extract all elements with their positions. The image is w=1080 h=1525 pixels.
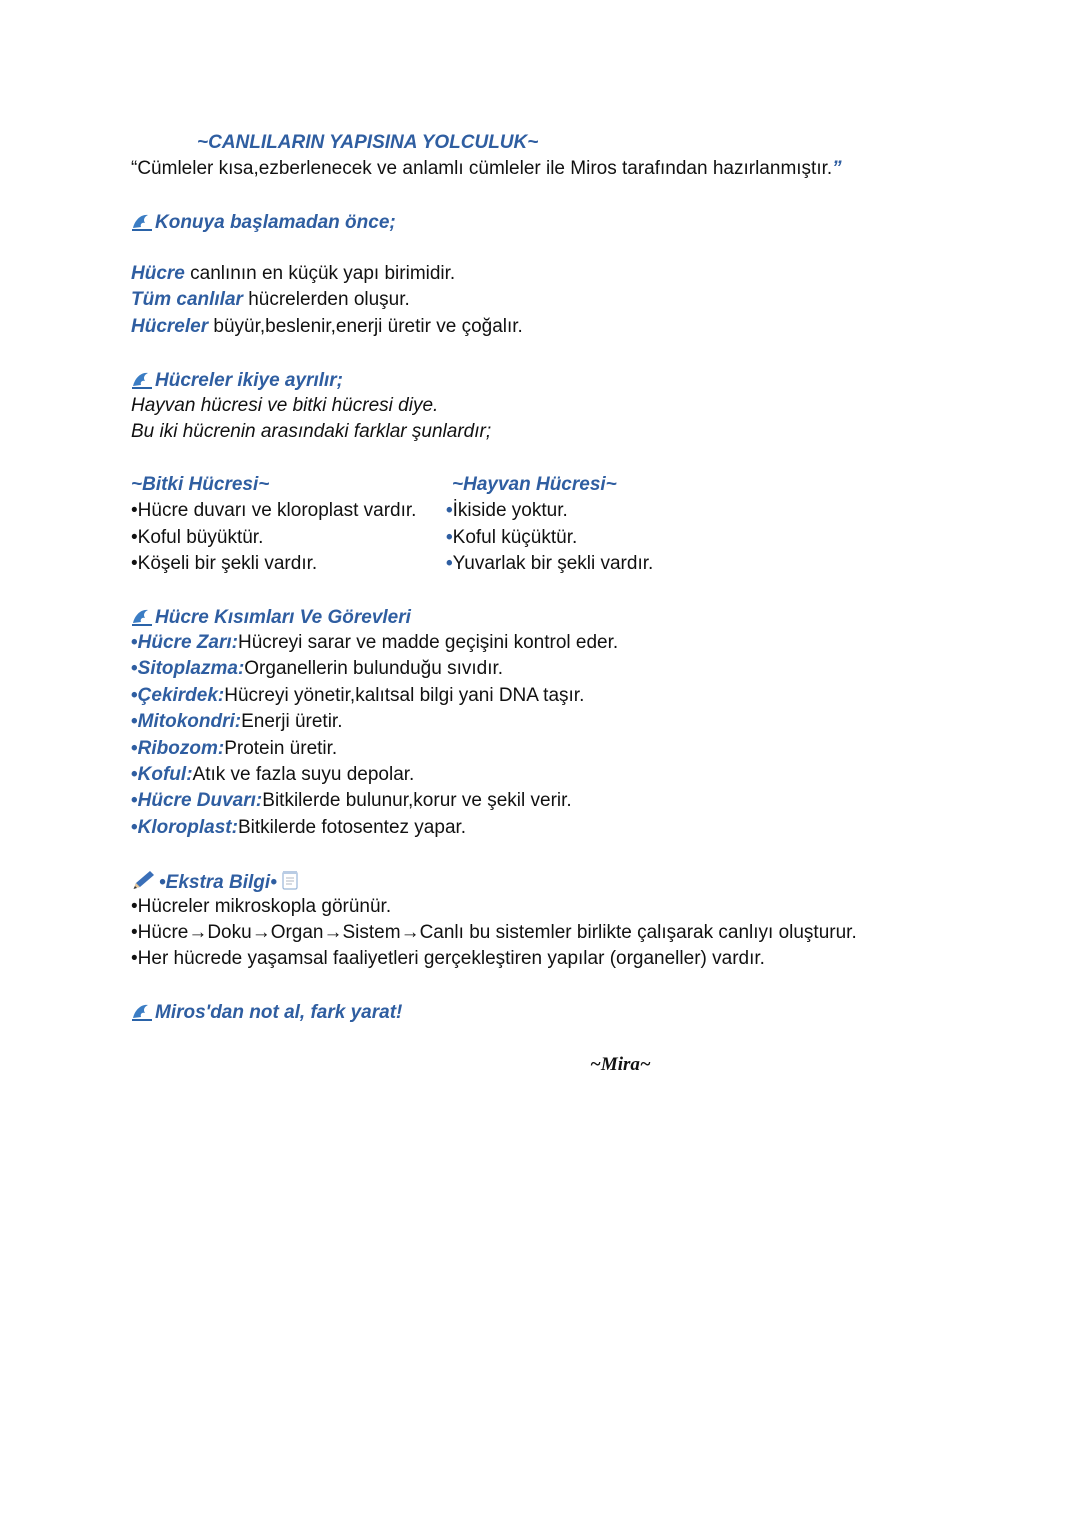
- plant-cell-item: •Hücre duvarı ve kloroplast vardır.: [131, 500, 417, 521]
- animal-cell-item: •İkiside yoktur.: [446, 500, 568, 521]
- document-subtitle: “Cümleler kısa,ezberlenecek ve anlamlı cümleler ile Miros tarafından hazırlanmıştır.”: [131, 158, 842, 179]
- part-item: •Hücre Duvarı:Bitkilerde bulunur,korur ve şekil verir.: [131, 790, 572, 811]
- types-heading: Hücreler ikiye ayrılır;: [131, 369, 343, 392]
- extra-heading: •Ekstra Bilgi•: [131, 869, 301, 894]
- plant-cell-item: •Koful büyüktür.: [131, 527, 264, 548]
- signature: ~Mira~: [590, 1054, 651, 1075]
- part-item: •Koful:Atık ve fazla suyu depolar.: [131, 764, 415, 785]
- part-item: •Sitoplazma:Organellerin bulunduğu sıvıdır.: [131, 658, 504, 679]
- types-line: Bu iki hücrenin arasındaki farklar şunlardır;: [131, 421, 492, 442]
- extra-item: •Her hücrede yaşamsal faaliyetleri gerçekleştiren yapılar (organeller) vardır.: [131, 948, 765, 969]
- part-item: •Kloroplast:Bitkilerde fotosentez yapar.: [131, 817, 467, 838]
- plant-cell-header: ~Bitki Hücresi~: [131, 474, 270, 495]
- intro-line: Tüm canlılar hücrelerden oluşur.: [131, 289, 410, 310]
- wave-icon: [131, 1001, 153, 1021]
- wave-icon: [131, 211, 153, 231]
- document-title: ~CANLILARIN YAPISINA YOLCULUK~: [197, 132, 539, 153]
- intro-line: Hücreler büyür,beslenir,enerji üretir ve çoğalır.: [131, 316, 523, 337]
- animal-cell-header: ~Hayvan Hücresi~: [452, 474, 617, 495]
- part-item: •Ribozom:Protein üretir.: [131, 738, 338, 759]
- parts-heading: Hücre Kısımları Ve Görevleri: [131, 606, 411, 629]
- extra-item: •Hücre→Doku→Organ→Sistem→Canlı bu sistemler birlikte çalışarak canlıyı oluşturur.: [131, 922, 857, 943]
- notepad-icon: [279, 869, 301, 891]
- types-line: Hayvan hücresi ve bitki hücresi diye.: [131, 395, 439, 416]
- part-item: •Mitokondri:Enerji üretir.: [131, 711, 343, 732]
- plant-cell-item: •Köşeli bir şekli vardır.: [131, 553, 318, 574]
- animal-cell-item: •Koful küçüktür.: [446, 527, 578, 548]
- intro-heading: Konuya başlamadan önce;: [131, 211, 396, 234]
- extra-item: •Hücreler mikroskopla görünür.: [131, 896, 392, 917]
- wave-icon: [131, 369, 153, 389]
- wave-icon: [131, 606, 153, 626]
- intro-line: Hücre canlının en küçük yapı birimidir.: [131, 263, 456, 284]
- animal-cell-item: •Yuvarlak bir şekli vardır.: [446, 553, 654, 574]
- pencil-icon: [131, 869, 157, 891]
- part-item: •Hücre Zarı:Hücreyi sarar ve madde geçişini kontrol eder.: [131, 632, 619, 653]
- part-item: •Çekirdek:Hücreyi yönetir,kalıtsal bilgi yani DNA taşır.: [131, 685, 585, 706]
- closing-line: Miros'dan not al, fark yarat!: [131, 1001, 402, 1024]
